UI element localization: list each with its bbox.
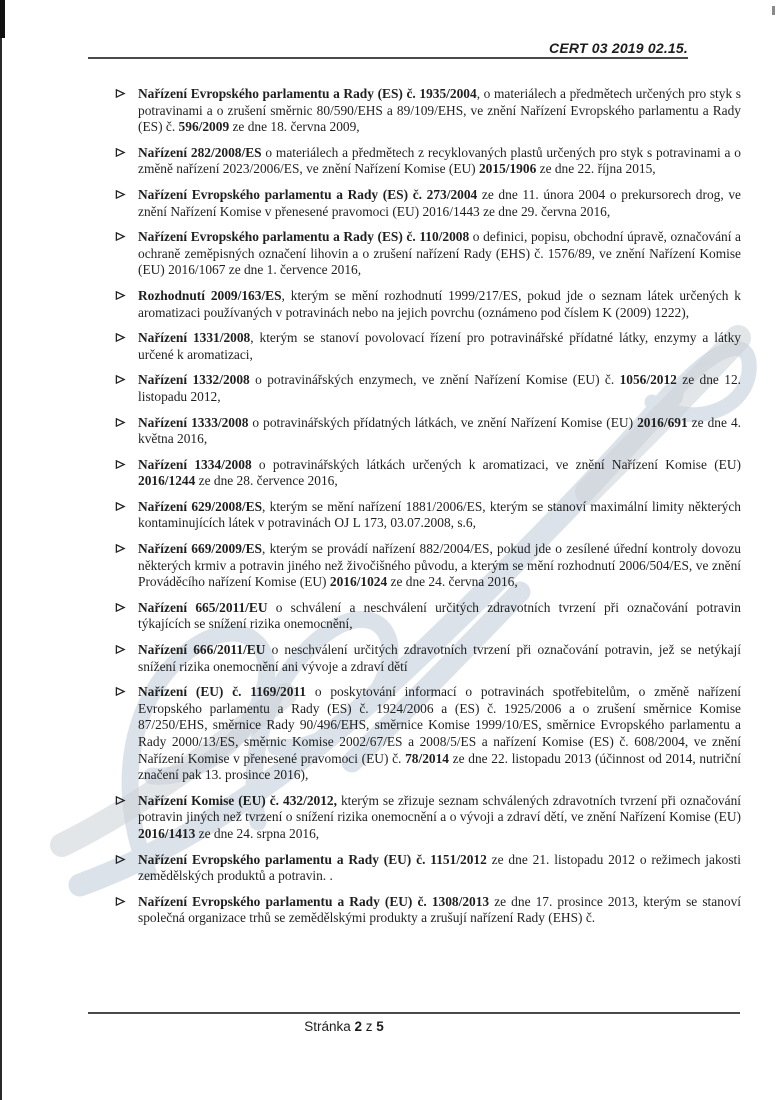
scan-mark-artifact [772,6,775,15]
paragraph-text: Nařízení Evropského parlamentu a Rady (ES) č. 273/2004 ze dne 11. února 2004 o prekursorech drog, ve znění Nařízení Komise v přenesené pravomoci (EU) 2016/1443 ze dne 29. června 2016, [138,186,741,219]
bullet-arrowhead-icon [115,644,126,655]
bullet-arrowhead-icon [115,290,126,301]
bullet-arrowhead-icon [115,459,126,470]
footer-page-number: 2 [354,1019,362,1034]
list-item [115,330,741,363]
list-item [115,894,741,927]
bullet-arrowhead-icon [115,896,126,907]
list-item [115,852,741,885]
paragraph-text: Nařízení (EU) č. 1169/2011 o poskytování informací o potravinách spotřebitelům, o změně nařízení Evropského parlamentu a Rady (ES) č. 1924/2006 a (ES) č. 1925/2006 a o zrušení směrnice Komise 87/250/EHS, směrnice Rady 90/496/EHS, směrnice Komise 1999/10/ES, směrnice Evropského parlamentu a Rady 2000/13/ES, směrnic Komise 2002/67/ES a 2008/5/ES a nařízení Komise (ES) č. 608/2004, ve znění Nařízení Komise v přenesené pravomoci (EU) č. 78/2014 ze dne 22. listopadu 2013 (účinnost od 2014, nutriční značení pak 13. prosince 2016), [138,684,741,783]
bullet-arrowhead-icon [115,795,126,806]
list-item [115,642,741,675]
paragraph-text: Nařízení 1333/2008 o potravinářských přídatných látkách, ve znění Nařízení Komise (EU) 2016/691 ze dne 4. května 2016, [138,414,741,447]
footer-of-label: z [365,1019,373,1034]
footer-label: Stránka [304,1019,351,1034]
list-item [115,229,741,279]
bullet-arrowhead-icon [115,686,126,697]
list-item [115,457,741,490]
bullet-arrowhead-icon [115,332,126,343]
list-item [115,86,741,136]
paragraph-text: Nařízení 666/2011/EU o neschválení určitých zdravotních tvrzení při označování potravin, jež se netýkají snížení rizika onemocnění ani vývoje a zdraví dětí [138,642,741,674]
list-item [115,288,741,321]
bullet-arrowhead-icon [115,147,126,158]
bullet-arrowhead-icon [115,88,126,99]
footer-total-pages: 5 [376,1019,384,1034]
paragraph-text: Nařízení Evropského parlamentu a Rady (EU) č. 1308/2013 ze dne 17. prosince 2013, kterým se stanoví společná organizace trhů se zemědělskými produkty a zrušují nařízení Rady (EHS) č. [138,893,741,926]
bullet-arrowhead-icon [115,854,126,865]
paragraph-text: Nařízení Evropského parlamentu a Rady (ES) č. 110/2008 o definici, popisu, obchodní úpravě, označování a ochraně zeměpisných označení lihovin a o zrušení nařízení Rady (EHS) č. 1576/89, ve znění Nařízení Komise (EU) 2016/1067 ze dne 1. července 2016, [138,229,742,278]
scan-corner-artifact [0,0,5,38]
regulation-list [115,86,741,936]
paragraph-text: Nařízení 1331/2008, kterým se stanoví povolovací řízení pro potravinářské přídatné látky, enzymy a látky určené k aromatizaci, [138,330,741,362]
paragraph-text: Nařízení Komise (EU) č. 432/2012, kterým se zřizuje seznam schválených zdravotních tvrzení při označování potravin jiných než tvrzení o snížení rizika onemocnění a o vývoji a zdraví dětí, ve znění Nařízení Komise (EU) 2016/1413 ze dne 24. srpna 2016, [138,792,741,841]
list-item [115,372,741,405]
list-item [115,415,741,448]
list-item [115,541,741,591]
paragraph-text: Rozhodnutí 2009/163/ES, kterým se mění rozhodnutí 1999/217/ES, pokud jde o seznam látek určených k aromatizaci používaných v potravinách nebo na jejich povrchu (oznámeno pod číslem K (2009) 1222), [138,287,741,320]
bullet-arrowhead-icon [115,602,126,613]
paragraph-text: Nařízení 282/2008/ES o materiálech a předmětech z recyklovaných plastů určených pro styk s potravinami a o změně nařízení 2023/2006/ES, ve znění Nařízení Komise (EU) 2015/1906 ze dne 22. října 2015, [138,144,741,177]
paragraph-text: Nařízení 669/2009/ES, kterým se provádí nařízení 882/2004/ES, pokud jde o zesílené úřední kontroly dovozu některých krmiv a potravin jiného než živočišného původu, a kterým se mění rozhodnutí 2006/504/ES, ve znění Prováděcího nařízení Komise (EU) 2016/1024 ze dne 24. června 2016, [138,541,741,590]
paragraph-text: Nařízení Evropského parlamentu a Rady (EU) č. 1151/2012 ze dne 21. listopadu 2012 o režimech jakosti zemědělských produktů a potravin. . [138,851,741,884]
paragraph-text: Nařízení 1332/2008 o potravinářských enzymech, ve znění Nařízení Komise (EU) č. 1056/2012 ze dne 12. listopadu 2012, [138,372,741,404]
bullet-arrowhead-icon [115,501,126,512]
page-number-line [18,1019,670,1034]
list-item [115,145,741,178]
document-code: CERT 03 2019 02.15. [549,40,688,56]
bullet-arrowhead-icon [115,374,126,385]
bullet-arrowhead-icon [115,189,126,200]
list-item [115,793,741,843]
bullet-arrowhead-icon [115,543,126,554]
list-item [115,684,741,784]
page-footer [88,1012,740,1034]
page-header [88,40,688,59]
list-item [115,499,741,532]
paragraph-text: Nařízení 629/2008/ES, kterým se mění nařízení 1881/2006/ES, kterým se stanoví maximální limity některých kontaminujících látek v potravinách OJ L 173, 03.07.2008, s.6, [138,498,741,531]
scan-edge-artifact [0,0,2,1100]
bullet-arrowhead-icon [115,417,126,428]
paragraph-text: Nařízení 665/2011/EU o schválení a neschválení určitých zdravotních tvrzení při označování potravin týkajících se snížení rizika onemocnění, [138,599,741,632]
bullet-arrowhead-icon [115,231,126,242]
list-item [115,187,741,220]
paragraph-text: Nařízení Evropského parlamentu a Rady (ES) č. 1935/2004, o materiálech a předmětech určených pro styk s potravinami a o zrušení směrnic 80/590/EHS a 89/109/EHS, ve znění Nařízení Evropského parlamentu a Rady (ES) č. 596/2009 ze dne 18. června 2009, [138,86,742,135]
paragraph-text: Nařízení 1334/2008 o potravinářských látkách určených k aromatizaci, ve znění Nařízení Komise (EU) 2016/1244 ze dne 28. července 2016, [138,456,741,489]
list-item [115,600,741,633]
